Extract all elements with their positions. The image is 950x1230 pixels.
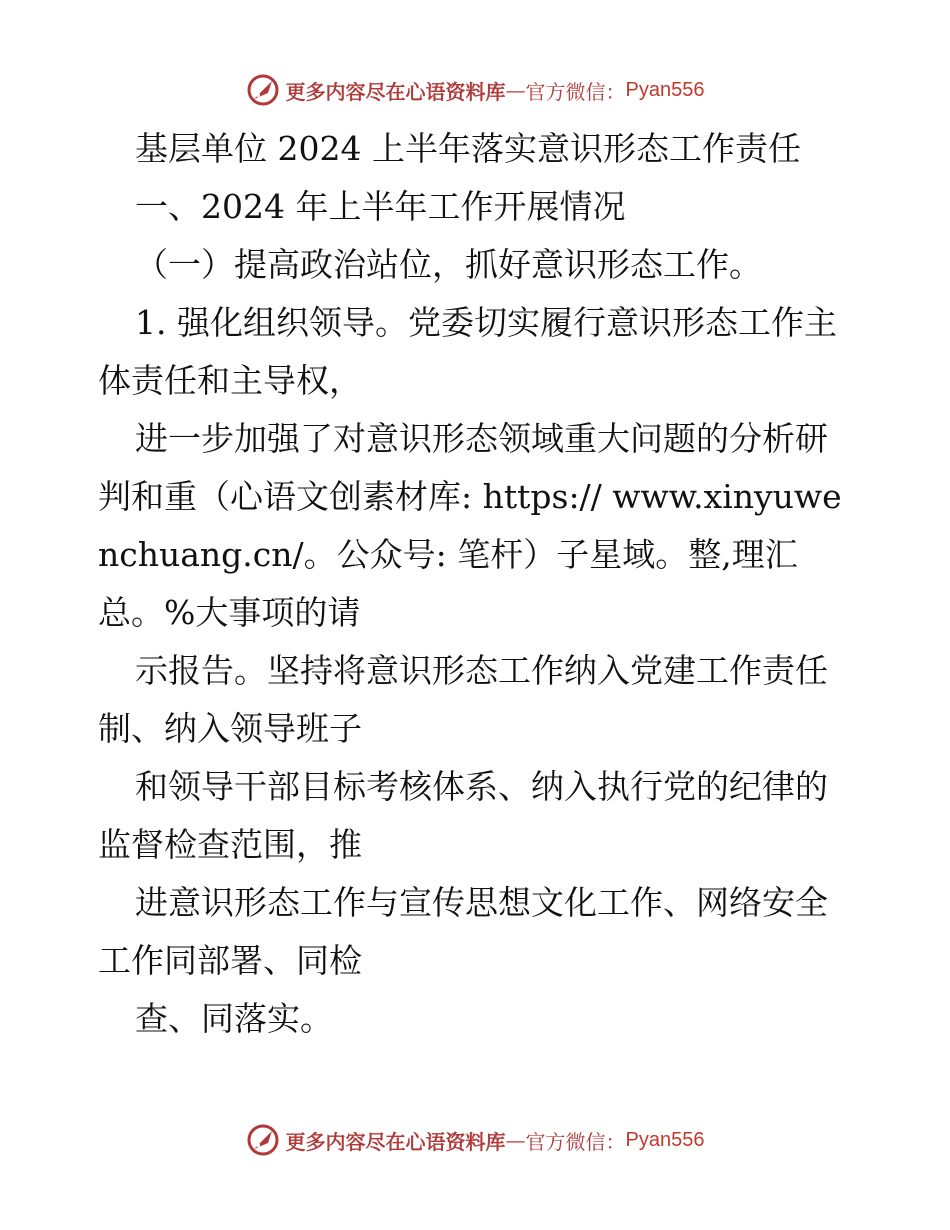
doc-title: 基层单位 2024 上半年落实意识形态工作责任 [135, 129, 801, 168]
banner-main-text: 更多内容尽在心语资料库 [285, 79, 506, 104]
banner-wechat-id: Pyan556 [625, 1128, 705, 1151]
paragraph-2: 进一步加强了对意识形态领域重大问题的分析研判和重（心语文创素材库: https:// www.xinyuwenchuang.cn/。公众号: 笔杆）子星域。整,理汇总。%大事项的请 [98, 419, 842, 632]
banner-wechat-id: Pyan556 [625, 78, 705, 101]
header-banner [0, 70, 950, 110]
paragraph-4: 和领导干部目标考核体系、纳入执行党的纪律的监督检查范围，推 [98, 767, 828, 864]
banner-wechat-label: 官方微信： [525, 79, 626, 104]
banner-wechat-label: 官方微信： [525, 1129, 626, 1154]
subsection-heading: （一）提高政治站位，抓好意识形态工作。 [135, 245, 762, 284]
quill-logo-icon [246, 73, 280, 107]
paragraph-5: 进意识形态工作与宣传思想文化工作、网络安全工作同部署、同检 [98, 883, 828, 980]
footer-banner [0, 1120, 950, 1160]
banner-dash: — [505, 78, 526, 102]
paragraph-1: 1. 强化组织领导。党委切实履行意识形态工作主体责任和主导权， [98, 303, 837, 400]
document-body [98, 120, 858, 1048]
quill-logo-icon [246, 1123, 280, 1157]
banner-main-text: 更多内容尽在心语资料库 [285, 1129, 506, 1154]
paragraph-6: 查、同落实。 [135, 999, 333, 1038]
section-heading: 一、2024 年上半年工作开展情况 [135, 187, 626, 226]
banner-dash: — [505, 1128, 526, 1152]
paragraph-3: 示报告。坚持将意识形态工作纳入党建工作责任制、纳入领导班子 [98, 651, 828, 748]
